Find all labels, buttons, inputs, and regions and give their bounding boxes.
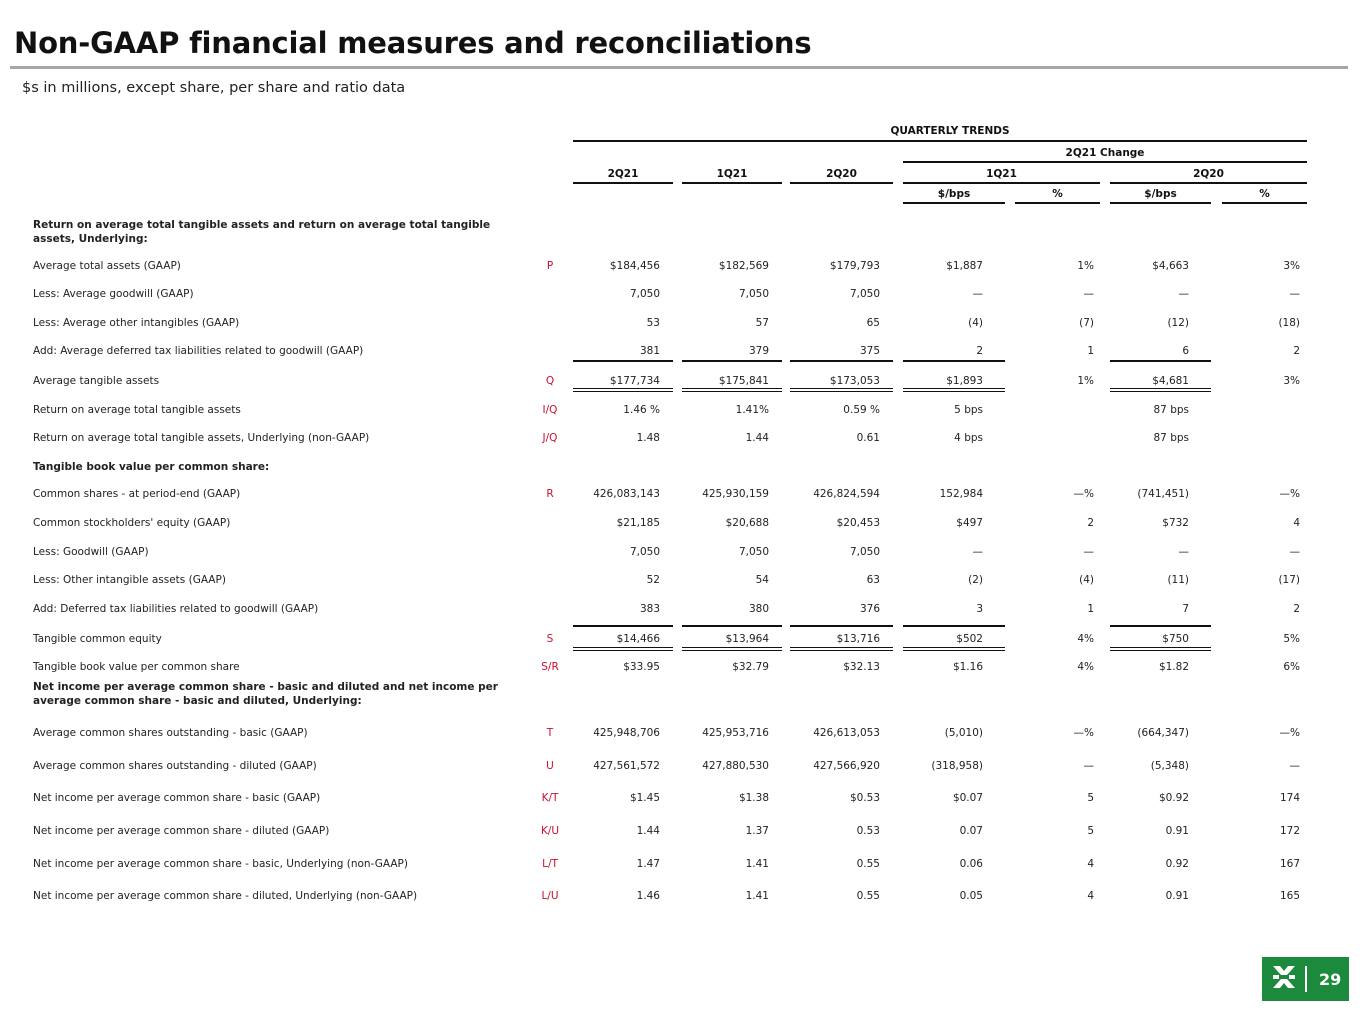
title-divider — [10, 66, 1348, 69]
row-label: Less: Average goodwill (GAAP) — [33, 288, 194, 300]
cell-2q21: 381 — [639, 345, 660, 357]
cell-change-2q20-amount: (12) — [1167, 317, 1189, 329]
cell-change-1q21-percent: 1% — [1077, 375, 1094, 387]
citizens-logo-icon — [1262, 964, 1297, 994]
cell-change-2q20-percent: 2 — [1293, 345, 1300, 357]
cell-1q21: 7,050 — [738, 288, 769, 300]
cell-2q21: 383 — [639, 603, 660, 615]
header-rule — [573, 140, 1307, 142]
row-label: Return on average total tangible assets, Underlying (non-GAAP) — [33, 432, 370, 444]
cell-change-2q20-percent: 174 — [1279, 792, 1300, 804]
cell-change-1q21-amount: $1,893 — [946, 375, 983, 387]
cell-change-1q21-amount: — — [972, 546, 983, 558]
subtotal-underline — [573, 625, 673, 627]
total-double-underline — [573, 388, 673, 392]
header-rule — [573, 182, 673, 184]
cell-2q21: 426,083,143 — [593, 488, 660, 500]
row-label: Common shares - at period-end (GAAP) — [33, 488, 241, 500]
cell-change-2q20-amount: 0.91 — [1165, 890, 1189, 902]
row-label: Common stockholders' equity (GAAP) — [33, 517, 231, 529]
section-heading: Net income per average common share - basic and diluted and net income per average common share - basic and diluted, Underlying: — [33, 681, 498, 707]
cell-1q21: $175,841 — [718, 375, 769, 387]
cell-change-1q21-amount: 3 — [976, 603, 983, 615]
cell-change-2q20-amount: (5,348) — [1150, 760, 1189, 772]
cell-change-2q20-percent: 172 — [1279, 825, 1300, 837]
section-heading: Tangible book value per common share: — [33, 461, 270, 473]
cell-1q21: 425,953,716 — [702, 727, 769, 739]
cell-1q21: 1.44 — [745, 432, 769, 444]
subtotal-underline — [790, 625, 893, 627]
cell-change-2q20-amount: $4,663 — [1152, 260, 1189, 272]
row-reference: S/R — [541, 661, 559, 673]
sub-header-dollar-bps: $/bps — [937, 188, 971, 200]
cell-2q20: 427,566,920 — [813, 760, 880, 772]
cell-1q21: 1.41 — [745, 858, 769, 870]
cell-change-2q20-percent: 6% — [1283, 661, 1300, 673]
cell-change-2q20-amount: 7 — [1182, 603, 1189, 615]
cell-change-2q20-amount: 87 bps — [1153, 432, 1189, 444]
cell-2q20: $13,716 — [836, 633, 880, 645]
header-rule — [1222, 202, 1307, 204]
cell-1q21: $1.38 — [738, 792, 769, 804]
row-label: Less: Goodwill (GAAP) — [33, 546, 149, 558]
cell-2q21: 1.46 — [636, 890, 660, 902]
cell-1q21: 57 — [755, 317, 769, 329]
header-rule — [682, 182, 782, 184]
cell-change-1q21-amount: (4) — [968, 317, 983, 329]
total-double-underline — [573, 647, 673, 651]
cell-1q21: $32.79 — [732, 661, 769, 673]
cell-change-2q20-percent: 2 — [1293, 603, 1300, 615]
page-title: Non-GAAP financial measures and reconciliations — [14, 26, 812, 60]
total-double-underline — [682, 647, 782, 651]
header-rule — [1110, 202, 1211, 204]
cell-change-1q21-percent: 5 — [1087, 792, 1094, 804]
cell-change-1q21-amount: 5 bps — [954, 404, 983, 416]
subtotal-underline — [682, 360, 782, 362]
row-label: Average common shares outstanding - diluted (GAAP) — [33, 760, 317, 772]
row-label: Net income per average common share - basic (GAAP) — [33, 792, 321, 804]
subtotal-underline — [682, 625, 782, 627]
row-reference: K/U — [540, 825, 560, 837]
header-rule — [903, 182, 1100, 184]
total-double-underline — [903, 388, 1005, 392]
row-label: Return on average total tangible assets — [33, 404, 241, 416]
cell-2q21: $177,734 — [609, 375, 660, 387]
cell-change-1q21-percent: 4% — [1077, 661, 1094, 673]
cell-2q20: 375 — [859, 345, 880, 357]
row-reference: L/U — [541, 890, 559, 902]
cell-change-1q21-amount: 2 — [976, 345, 983, 357]
header-rule — [903, 161, 1307, 163]
cell-change-1q21-percent: — — [1083, 546, 1094, 558]
subtotal-underline — [1110, 625, 1211, 627]
cell-change-2q20-percent: 167 — [1279, 858, 1300, 870]
cell-change-1q21-amount: 0.06 — [959, 858, 983, 870]
cell-change-1q21-percent: (4) — [1079, 574, 1094, 586]
cell-2q20: 63 — [866, 574, 880, 586]
cell-change-2q20-amount: — — [1178, 546, 1189, 558]
cell-change-1q21-amount: (318,958) — [931, 760, 983, 772]
row-label: Less: Average other intangibles (GAAP) — [33, 317, 240, 329]
cell-change-2q20-amount: $4,681 — [1152, 375, 1189, 387]
row-label: Net income per average common share - diluted (GAAP) — [33, 825, 330, 837]
footer-brand-badge — [1262, 957, 1349, 1001]
cell-change-2q20-amount: (741,451) — [1137, 488, 1189, 500]
row-label: Tangible common equity — [33, 633, 162, 645]
total-double-underline — [682, 388, 782, 392]
subtotal-underline — [903, 625, 1005, 627]
cell-change-2q20-amount: $1.82 — [1158, 661, 1189, 673]
cell-change-1q21-amount: 4 bps — [954, 432, 983, 444]
row-label: Tangible book value per common share — [33, 661, 240, 673]
cell-2q20: $179,793 — [829, 260, 880, 272]
col-header-1q21: 1Q21 — [716, 168, 748, 180]
cell-2q21: $1.45 — [629, 792, 660, 804]
cell-2q21: 53 — [646, 317, 660, 329]
cell-change-1q21-percent: — — [1083, 760, 1094, 772]
row-reference: R — [546, 488, 554, 500]
cell-change-1q21-percent: 2 — [1087, 517, 1094, 529]
cell-1q21: 1.37 — [745, 825, 769, 837]
row-label: Add: Average deferred tax liabilities related to goodwill (GAAP) — [33, 345, 364, 357]
cell-change-2q20-amount: 6 — [1182, 345, 1189, 357]
cell-1q21: 425,930,159 — [702, 488, 769, 500]
cell-change-1q21-amount: $1.16 — [952, 661, 983, 673]
cell-change-1q21-percent: 4% — [1077, 633, 1094, 645]
header-rule — [903, 202, 1005, 204]
change-group-header: 2Q21 Change — [1065, 147, 1145, 159]
total-double-underline — [790, 388, 893, 392]
cell-change-1q21-amount: (2) — [968, 574, 983, 586]
cell-2q20: 426,613,053 — [813, 727, 880, 739]
row-reference: J/Q — [542, 432, 558, 444]
section-heading: Return on average total tangible assets and return on average total tangible assets, Underlying: — [33, 219, 491, 245]
cell-change-1q21-amount: (5,010) — [944, 727, 983, 739]
cell-2q20: 0.55 — [856, 890, 880, 902]
cell-2q21: $33.95 — [623, 661, 660, 673]
row-label: Less: Other intangible assets (GAAP) — [33, 574, 226, 586]
cell-change-2q20-percent: 3% — [1283, 375, 1300, 387]
cell-change-2q20-amount: — — [1178, 288, 1189, 300]
cell-change-1q21-percent: —% — [1073, 727, 1094, 739]
cell-2q21: 52 — [646, 574, 660, 586]
cell-2q20: 426,824,594 — [813, 488, 880, 500]
cell-change-2q20-amount: (11) — [1167, 574, 1189, 586]
cell-2q21: 7,050 — [629, 546, 660, 558]
cell-change-2q20-percent: 5% — [1283, 633, 1300, 645]
change-col-header-2q20: 2Q20 — [1193, 168, 1224, 180]
cell-change-1q21-percent: 1% — [1077, 260, 1094, 272]
cell-change-1q21-amount: 152,984 — [939, 488, 983, 500]
cell-change-2q20-amount: $732 — [1162, 517, 1189, 529]
total-double-underline — [903, 647, 1005, 651]
row-label: Net income per average common share - diluted, Underlying (non-GAAP) — [33, 890, 418, 902]
cell-2q21: 1.47 — [636, 858, 660, 870]
row-reference: I/Q — [542, 404, 558, 416]
cell-change-1q21-amount: 0.07 — [959, 825, 983, 837]
total-double-underline — [1110, 647, 1211, 651]
subtotal-underline — [790, 360, 893, 362]
cell-1q21: $13,964 — [725, 633, 769, 645]
cell-change-2q20-amount: 0.92 — [1165, 858, 1189, 870]
quarterly-trends-header: QUARTERLY TRENDS — [890, 125, 1010, 137]
cell-change-1q21-percent: —% — [1073, 488, 1094, 500]
cell-2q21: 425,948,706 — [593, 727, 660, 739]
cell-2q20: $173,053 — [829, 375, 880, 387]
cell-change-2q20-amount: $0.92 — [1158, 792, 1189, 804]
cell-change-2q20-percent: 165 — [1279, 890, 1300, 902]
cell-change-1q21-amount: — — [972, 288, 983, 300]
cell-change-1q21-percent: 4 — [1087, 890, 1094, 902]
row-label: Net income per average common share - basic, Underlying (non-GAAP) — [33, 858, 408, 870]
cell-change-1q21-percent: (7) — [1079, 317, 1094, 329]
row-label: Average common shares outstanding - basic (GAAP) — [33, 727, 308, 739]
col-header-2q21: 2Q21 — [607, 168, 639, 180]
sub-header-percent: % — [1259, 188, 1270, 200]
row-label: Average tangible assets — [33, 375, 160, 387]
cell-change-1q21-amount: $497 — [956, 517, 983, 529]
cell-change-2q20-percent: — — [1289, 288, 1300, 300]
cell-change-1q21-percent: — — [1083, 288, 1094, 300]
cell-2q21: 7,050 — [629, 288, 660, 300]
cell-change-2q20-percent: — — [1289, 546, 1300, 558]
logo-divider — [1305, 966, 1307, 992]
cell-2q21: $184,456 — [609, 260, 660, 272]
cell-2q20: 0.61 — [856, 432, 880, 444]
cell-2q21: $21,185 — [616, 517, 660, 529]
cell-2q20: 376 — [859, 603, 880, 615]
row-reference: L/T — [542, 858, 558, 870]
cell-2q20: 0.59 % — [843, 404, 880, 416]
cell-2q21: $14,466 — [616, 633, 660, 645]
cell-2q21: 427,561,572 — [593, 760, 660, 772]
cell-2q20: 65 — [866, 317, 880, 329]
cell-2q20: 7,050 — [849, 288, 880, 300]
cell-change-2q20-percent: 3% — [1283, 260, 1300, 272]
cell-change-2q20-percent: —% — [1279, 727, 1300, 739]
cell-2q21: 1.46 % — [623, 404, 660, 416]
cell-2q20: $20,453 — [836, 517, 880, 529]
cell-1q21: 1.41% — [735, 404, 769, 416]
sub-header-dollar-bps: $/bps — [1144, 188, 1177, 200]
cell-change-2q20-amount: 0.91 — [1165, 825, 1189, 837]
cell-1q21: 380 — [748, 603, 769, 615]
cell-2q21: 1.44 — [636, 825, 660, 837]
cell-change-2q20-amount: 87 bps — [1153, 404, 1189, 416]
total-double-underline — [790, 647, 893, 651]
row-reference: P — [546, 260, 554, 272]
cell-change-1q21-percent: 1 — [1087, 345, 1094, 357]
cell-change-1q21-percent: 5 — [1087, 825, 1094, 837]
cell-change-2q20-amount: (664,347) — [1137, 727, 1189, 739]
row-reference: S — [546, 633, 554, 645]
cell-2q20: $32.13 — [843, 661, 880, 673]
row-reference: U — [546, 760, 554, 772]
row-label: Add: Deferred tax liabilities related to goodwill (GAAP) — [33, 603, 319, 615]
cell-1q21: $182,569 — [718, 260, 769, 272]
cell-change-1q21-percent: 1 — [1087, 603, 1094, 615]
header-rule — [790, 182, 893, 184]
cell-change-1q21-percent: 4 — [1087, 858, 1094, 870]
subtotal-underline — [903, 360, 1005, 362]
cell-change-2q20-percent: (18) — [1278, 317, 1300, 329]
cell-1q21: 54 — [755, 574, 769, 586]
change-col-header-1q21: 1Q21 — [986, 168, 1017, 180]
row-label: Average total assets (GAAP) — [33, 260, 181, 272]
cell-1q21: 1.41 — [745, 890, 769, 902]
page-number: 29 — [1319, 969, 1342, 989]
cell-change-1q21-amount: $1,887 — [946, 260, 983, 272]
total-double-underline — [1110, 388, 1211, 392]
cell-2q20: 0.53 — [856, 825, 880, 837]
cell-change-2q20-percent: —% — [1279, 488, 1300, 500]
cell-2q20: $0.53 — [849, 792, 880, 804]
cell-change-1q21-amount: $0.07 — [952, 792, 983, 804]
cell-1q21: 427,880,530 — [702, 760, 769, 772]
cell-2q20: 0.55 — [856, 858, 880, 870]
cell-1q21: $20,688 — [725, 517, 769, 529]
sub-header-percent: % — [1052, 188, 1063, 200]
row-reference: K/T — [541, 792, 559, 804]
cell-change-2q20-percent: 4 — [1293, 517, 1300, 529]
cell-change-2q20-percent: — — [1289, 760, 1300, 772]
cell-1q21: 379 — [748, 345, 769, 357]
cell-change-1q21-amount: 0.05 — [959, 890, 983, 902]
header-rule — [1015, 202, 1100, 204]
cell-change-2q20-percent: (17) — [1278, 574, 1300, 586]
row-reference: T — [546, 727, 554, 739]
row-reference: Q — [545, 375, 555, 387]
cell-change-2q20-amount: $750 — [1162, 633, 1189, 645]
subtotal-underline — [1110, 360, 1211, 362]
subtotal-underline — [573, 360, 673, 362]
cell-change-1q21-amount: $502 — [956, 633, 983, 645]
cell-1q21: 7,050 — [738, 546, 769, 558]
cell-2q21: 1.48 — [636, 432, 660, 444]
col-header-2q20: 2Q20 — [826, 168, 857, 180]
header-rule — [1110, 182, 1307, 184]
page-subtitle: $s in millions, except share, per share and ratio data — [22, 80, 406, 96]
cell-2q20: 7,050 — [849, 546, 880, 558]
